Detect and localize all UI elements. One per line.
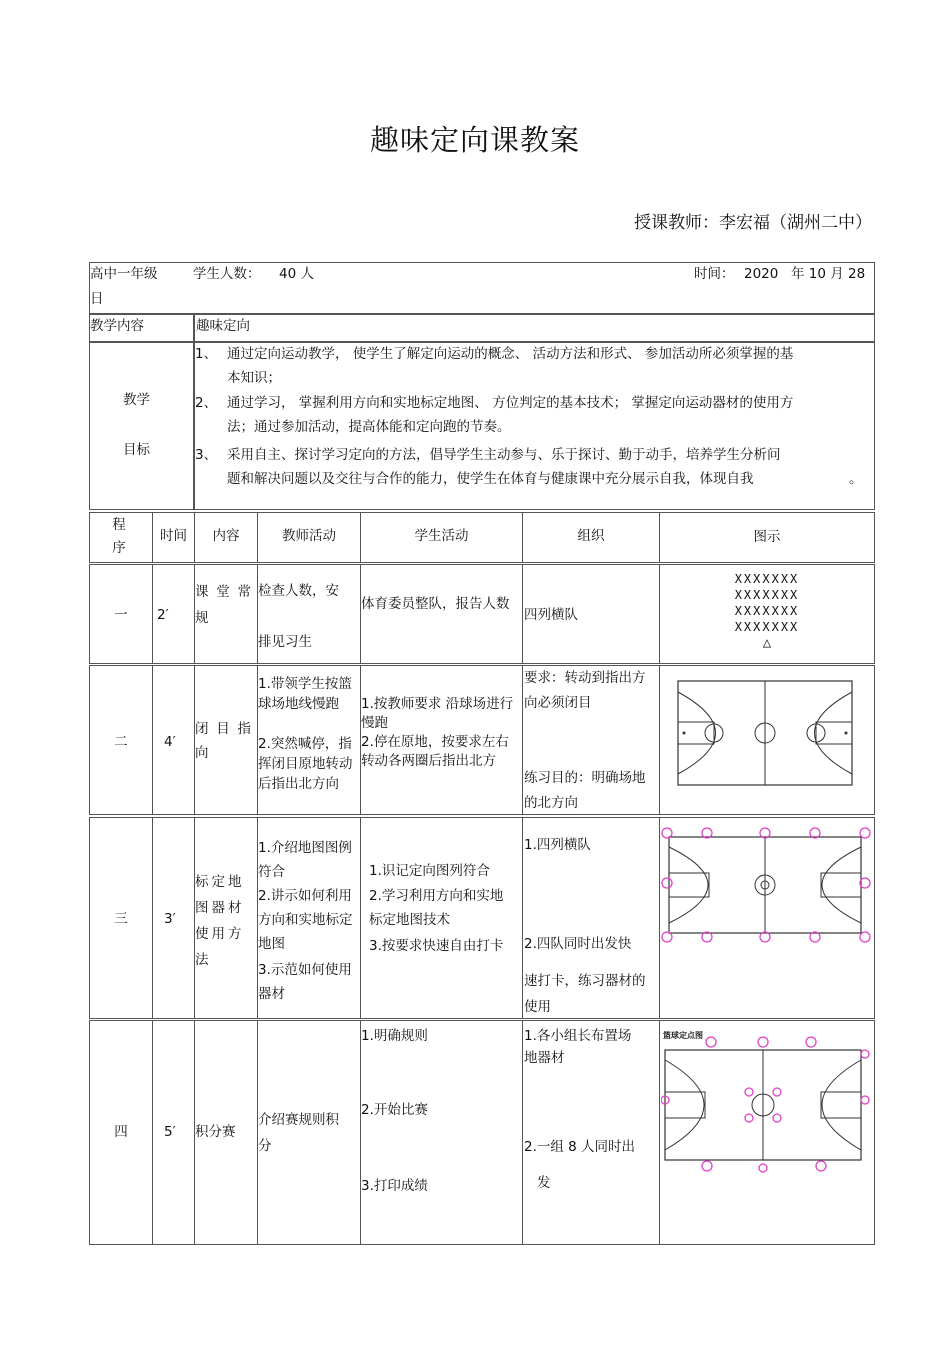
row3-org-1: 1.四列横队 bbox=[524, 837, 591, 853]
objective-3-line1: 采用自主、探讨学习定向的方法，倡导学生主动参与、乐于探讨、勤于动手，培养学生分析问 bbox=[227, 447, 781, 463]
time-month-day: 年 10 月 28 bbox=[791, 266, 866, 282]
row4-org-1: 1.各小组长布置场地器材 bbox=[524, 1028, 632, 1066]
objective-3-number: 3、 bbox=[195, 447, 218, 463]
row4-org-3: 发 bbox=[537, 1175, 551, 1191]
objectives-label-2: 目标 bbox=[123, 442, 150, 458]
objective-2-number: 2、 bbox=[195, 395, 218, 411]
row3-student-2: 2.学习利用方向和实地标定地图技术 bbox=[369, 888, 504, 928]
row2-student-1: 1.按教师要求 沿球场进行慢跑 bbox=[361, 696, 514, 731]
teacher-name: 授课教师：李宏福（湖州二中） bbox=[634, 213, 872, 233]
col-organization: 组织 bbox=[577, 528, 605, 544]
row3-teacher-1: 1.介绍地图图例符合 bbox=[258, 840, 352, 880]
col-teacher: 教师活动 bbox=[282, 528, 336, 544]
row2-org-purpose: 练习目的：明确场地的北方向 bbox=[524, 770, 646, 811]
col-diagram: 图示 bbox=[753, 529, 781, 545]
objective-3-line2: 题和解决问题以及交往与合作的能力，使学生在体育与健康课中充分展示自我，体现自我 bbox=[227, 471, 754, 487]
row1-organization: 四列横队 bbox=[524, 607, 578, 623]
row4-sequence: 四 bbox=[114, 1124, 128, 1140]
row1-teacher-line1: 检查人数，安 bbox=[258, 583, 339, 599]
row4-student-1: 1.明确规则 bbox=[361, 1028, 428, 1044]
row4-student-2: 2.开始比赛 bbox=[361, 1102, 428, 1118]
formation-row: XXXXXXX bbox=[734, 572, 800, 586]
col-time: 时间 bbox=[160, 528, 187, 544]
row2-org-requirement: 要求：转动到指出方向必须闭目 bbox=[524, 670, 646, 711]
row3-student-1: 1.识记定向图列符合 bbox=[369, 863, 490, 879]
row4-org-2: 2.一组 8 人同时出 bbox=[524, 1139, 636, 1155]
row3-student-3: 3.按要求快速自由打卡 bbox=[369, 938, 504, 954]
objectives-label-cell bbox=[89, 342, 195, 510]
row1-sequence: 一 bbox=[114, 607, 128, 623]
col-sequence: 程序 bbox=[112, 517, 126, 556]
formation-row: XXXXXXX bbox=[734, 588, 800, 602]
row3-teacher-2: 2.讲示如何利用方向和实地标定地图 bbox=[258, 888, 353, 952]
row1-cell bbox=[360, 564, 523, 664]
row2-student-2: 2.停在原地，按要求左右转动各两圈后指出北方 bbox=[361, 734, 509, 769]
content-value-cell bbox=[193, 314, 875, 342]
row2-content: 闭目指向 bbox=[195, 721, 253, 761]
formation-row: XXXXXXX bbox=[734, 620, 800, 634]
row2-teacher-1: 1.带领学生按篮球场地线慢跑 bbox=[258, 676, 352, 712]
lesson-plan-table bbox=[89, 262, 875, 1247]
time-label: 时间： bbox=[694, 266, 735, 282]
formation-row: XXXXXXX bbox=[734, 604, 800, 618]
row3-sequence: 三 bbox=[114, 911, 128, 927]
objective-2-line2: 法；通过参加活动，提高体能和定向跑的节奏。 bbox=[227, 419, 511, 435]
objective-1-line1: 通过定向运动教学， 使学生了解定向运动的概念、 活动方法和形式、 参加活动所必须掌握的基 bbox=[227, 346, 794, 362]
time-year: 2020 bbox=[744, 266, 779, 282]
row4-content: 积分赛 bbox=[195, 1124, 236, 1140]
row3-teacher-3: 3.示范如何使用器材 bbox=[258, 962, 352, 1002]
time-day-unit: 日 bbox=[90, 291, 104, 307]
students-value: 40 人 bbox=[279, 266, 314, 282]
row2-time: 4′ bbox=[164, 734, 176, 750]
points-race-court-map bbox=[661, 1030, 873, 1178]
content-value: 趣味定向 bbox=[196, 318, 250, 334]
row1-content: 课堂常规 bbox=[195, 584, 253, 626]
objective-2-line1: 通过学习， 掌握利用方向和实地标定地图、 方位判定的基本技术； 掌握定向运动器材的使用方 bbox=[227, 395, 794, 411]
objective-1-number: 1、 bbox=[195, 346, 218, 362]
objectives-label-1: 教学 bbox=[123, 392, 150, 408]
grade: 高中一年级 bbox=[90, 266, 158, 282]
row2-teacher-2: 2.突然喊停，指挥闭目原地转动后指出北方向 bbox=[258, 736, 353, 792]
map-caption: 篮球定点图 bbox=[663, 1031, 703, 1040]
row4-cell bbox=[360, 1020, 523, 1245]
students-label: 学生人数： bbox=[193, 266, 261, 282]
orienteering-court-map bbox=[661, 825, 873, 945]
row3-time: 3′ bbox=[164, 911, 176, 927]
formation-diagram bbox=[709, 571, 825, 651]
teacher-triangle-icon: △ bbox=[762, 635, 772, 651]
row1-teacher-line2: 排见习生 bbox=[258, 634, 312, 650]
col-student: 学生活动 bbox=[414, 528, 469, 544]
row3-org-2: 2.四队同时出发快 bbox=[524, 936, 632, 952]
content-label: 教学内容 bbox=[90, 318, 144, 334]
document-title: 趣味定向课教案 bbox=[369, 123, 580, 157]
basketball-court-diagram bbox=[675, 678, 855, 788]
row4-teacher: 介绍赛规则积分 bbox=[258, 1112, 339, 1154]
row3-content: 标定地图器材使用方法 bbox=[195, 874, 245, 968]
objective-3-end: 。 bbox=[849, 471, 863, 487]
row2-sequence: 二 bbox=[114, 734, 128, 750]
row1-time: 2′ bbox=[157, 607, 169, 623]
row4-time: 5′ bbox=[164, 1124, 176, 1140]
row3-org-3: 速打卡，练习器材的使用 bbox=[524, 973, 646, 1015]
col-content: 内容 bbox=[212, 528, 240, 544]
row1-student: 体育委员整队，报告人数 bbox=[361, 596, 510, 612]
objective-1-line2: 本知识； bbox=[227, 370, 281, 386]
row4-student-3: 3.打印成绩 bbox=[361, 1178, 428, 1194]
